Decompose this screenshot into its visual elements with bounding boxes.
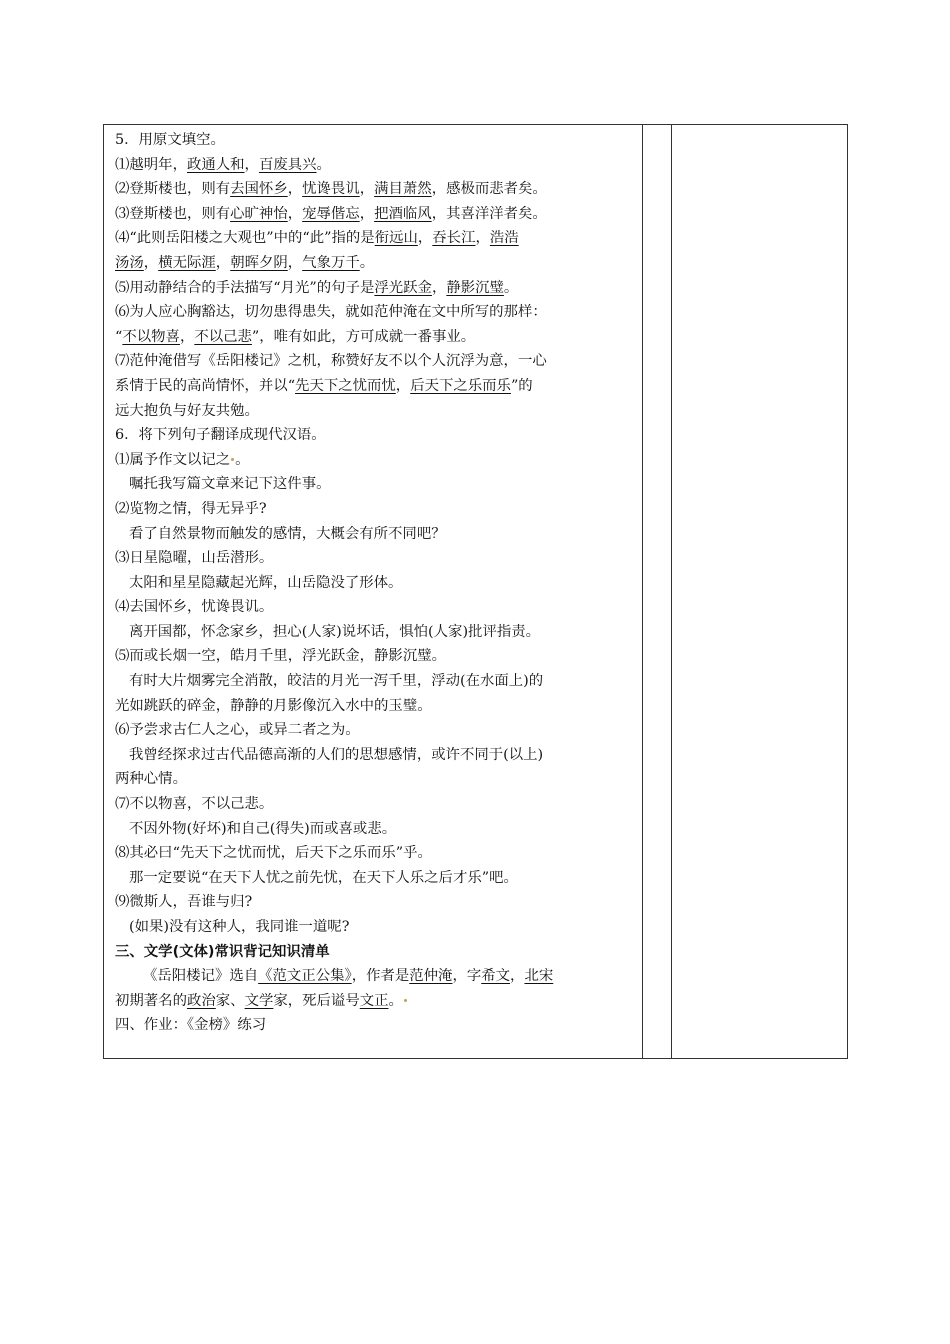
answer: 满目萧然 [374,181,432,198]
answer: 衔远山 [374,230,418,247]
answer: 宠辱偕忘 [302,205,360,222]
answer: 浩浩 [489,230,519,247]
q6-list [115,448,637,940]
q5-item-3: ⑶登斯楼也，则有心旷神怡，宠辱偕忘，把酒临风，其喜洋洋者矣。 [115,205,547,222]
section-3-line-2: 初期著名的政治家、文学家，死后谥号文正。 [115,989,637,1014]
column-divider [671,125,672,1058]
answer: 去国怀乡 [230,181,288,198]
q6-translation: 有时大片烟雾完全消散，皎洁的月光一泻千里，浮动(在水面上)的 [129,673,544,690]
answer: 后天下之乐而乐 [410,377,511,394]
section-4-homework: 四、作业：《金榜》练习 [115,1017,267,1034]
q5-item-2: ⑵登斯楼也，则有去国怀乡，忧谗畏讥，满目萧然，感极而悲者矣。 [115,181,547,198]
answer: 心旷神怡 [230,205,288,222]
answer: 政通人和 [186,156,245,173]
answer: 横无际涯 [158,254,216,271]
q5-item-6: ⑹为人应心胸豁达，切勿患得患失，就如范仲淹在文中所写的那样： [115,304,547,321]
marker-dot [404,999,407,1002]
q6-source-sentence: ⑴属予作文以记之 。 [115,451,250,468]
q6-source-sentence: ⑶日星隐曜，山岳潜形。 [115,550,274,567]
section-3-title: 三、文学(文体)常识背记知识清单 [115,943,330,960]
answer: 先天下之忧而忧 [295,377,396,394]
main-cell [115,128,637,1038]
q5-item-7-cont: 远大抱负与好友共勉。 [115,402,259,419]
column-divider [642,125,643,1058]
answer: 范仲淹 [409,968,453,985]
answer: 不以己悲 [194,328,252,345]
answer: 北宋 [524,968,554,985]
answer: 《范文正公集》 [258,968,352,985]
q6-translation: 光如跳跃的碎金，静静的月影像沉入水中的玉璧。 [115,697,432,714]
q6-translation: (如果)没有这种人，我同谁一道呢? [129,919,350,935]
answer: 朝晖夕阴 [230,254,288,271]
q6-source-sentence: ⑼微斯人，吾谁与归? [115,894,253,911]
section-3-line-1: 《岳阳楼记》选自《范文正公集》，作者是范仲淹，字希文，北宋 [143,968,554,985]
answer: 文正 [359,992,389,1009]
q6-source-sentence: ⑸而或长烟一空，皓月千里，浮光跃金，静影沉璧。 [115,648,446,665]
q5-item-4: ⑷“此则岳阳楼之大观也”中的“此”指的是衔远山，吞长江，浩浩 [115,230,519,247]
q6-source-sentence: ⑵览物之情，得无异乎? [115,500,267,517]
q6-source-sentence: ⑺不以物喜，不以己悲。 [115,796,274,813]
answer: 把酒临风 [374,205,432,222]
q6-translation: 我曾经探求过古代品德高渐的人们的思想感情，或许不同于(以上) [129,746,544,763]
q5-item-4-cont: 汤汤，横无际涯，朝晖夕阴，气象万千。 [115,254,375,271]
answer: 气象万千 [302,254,360,271]
q6-translation: 那一定要说“在天下人忧之前先忧，在天下人乐之后才乐”吧。 [129,869,518,886]
answer: 文学 [244,992,274,1009]
answer: 吞长江 [432,230,476,247]
q6-source-sentence: ⑻其必曰“先天下之忧而忧，后天下之乐而乐”乎。 [115,845,432,862]
q6-title: 6．将下列句子翻译成现代汉语。 [115,427,326,444]
answer: 不以物喜 [122,328,180,345]
q6-translation: 两种心情。 [115,771,187,788]
answer: 浮光跃金 [374,279,432,296]
q6-translation: 太阳和星星隐藏起光辉，山岳隐没了形体。 [129,574,403,591]
answer: 政治 [186,992,216,1009]
answer: 静影沉璧 [446,279,504,296]
q5-item-7-cont: 系情于民的高尚情怀，并以“先天下之忧而忧，后天下之乐而乐”的 [115,377,533,394]
answer: 忧谗畏讥 [302,181,360,198]
q5-item-6-cont: “不以物喜，不以己悲”，唯有如此，方可成就一番事业。 [115,328,476,345]
worksheet-table [103,124,848,1059]
marker-dot [231,458,234,461]
answer: 百废具兴 [258,156,317,173]
q5-item-7: ⑺范仲淹借写《岳阳楼记》之机，称赞好友不以个人沉浮为意，一心 [115,353,547,370]
answer: 希文 [481,968,511,985]
q6-translation: 不因外物(好坏)和自己(得失)而或喜或悲。 [129,820,397,837]
q6-translation: 嘱托我写篇文章来记下这件事。 [129,476,331,493]
q5-item-1: ⑴越明年，政通人和，百废具兴。 [115,156,331,173]
q6-source-sentence: ⑷去国怀乡，忧谗畏讥。 [115,599,274,616]
answer: 汤汤 [115,254,144,271]
q6-translation: 看了自然景物而触发的感情，大概会有所不同吧？ [129,525,446,542]
q5-title: 5．用原文填空。 [115,132,225,148]
q6-translation: 离开国都，怀念家乡，担心(人家)说坏话，惧怕(人家)批评指责。 [129,623,541,640]
q6-source-sentence: ⑹予尝求古仁人之心，或异二者之为。 [115,722,360,739]
q5-item-5: ⑸用动静结合的手法描写“月光”的句子是浮光跃金，静影沉璧。 [115,279,519,296]
